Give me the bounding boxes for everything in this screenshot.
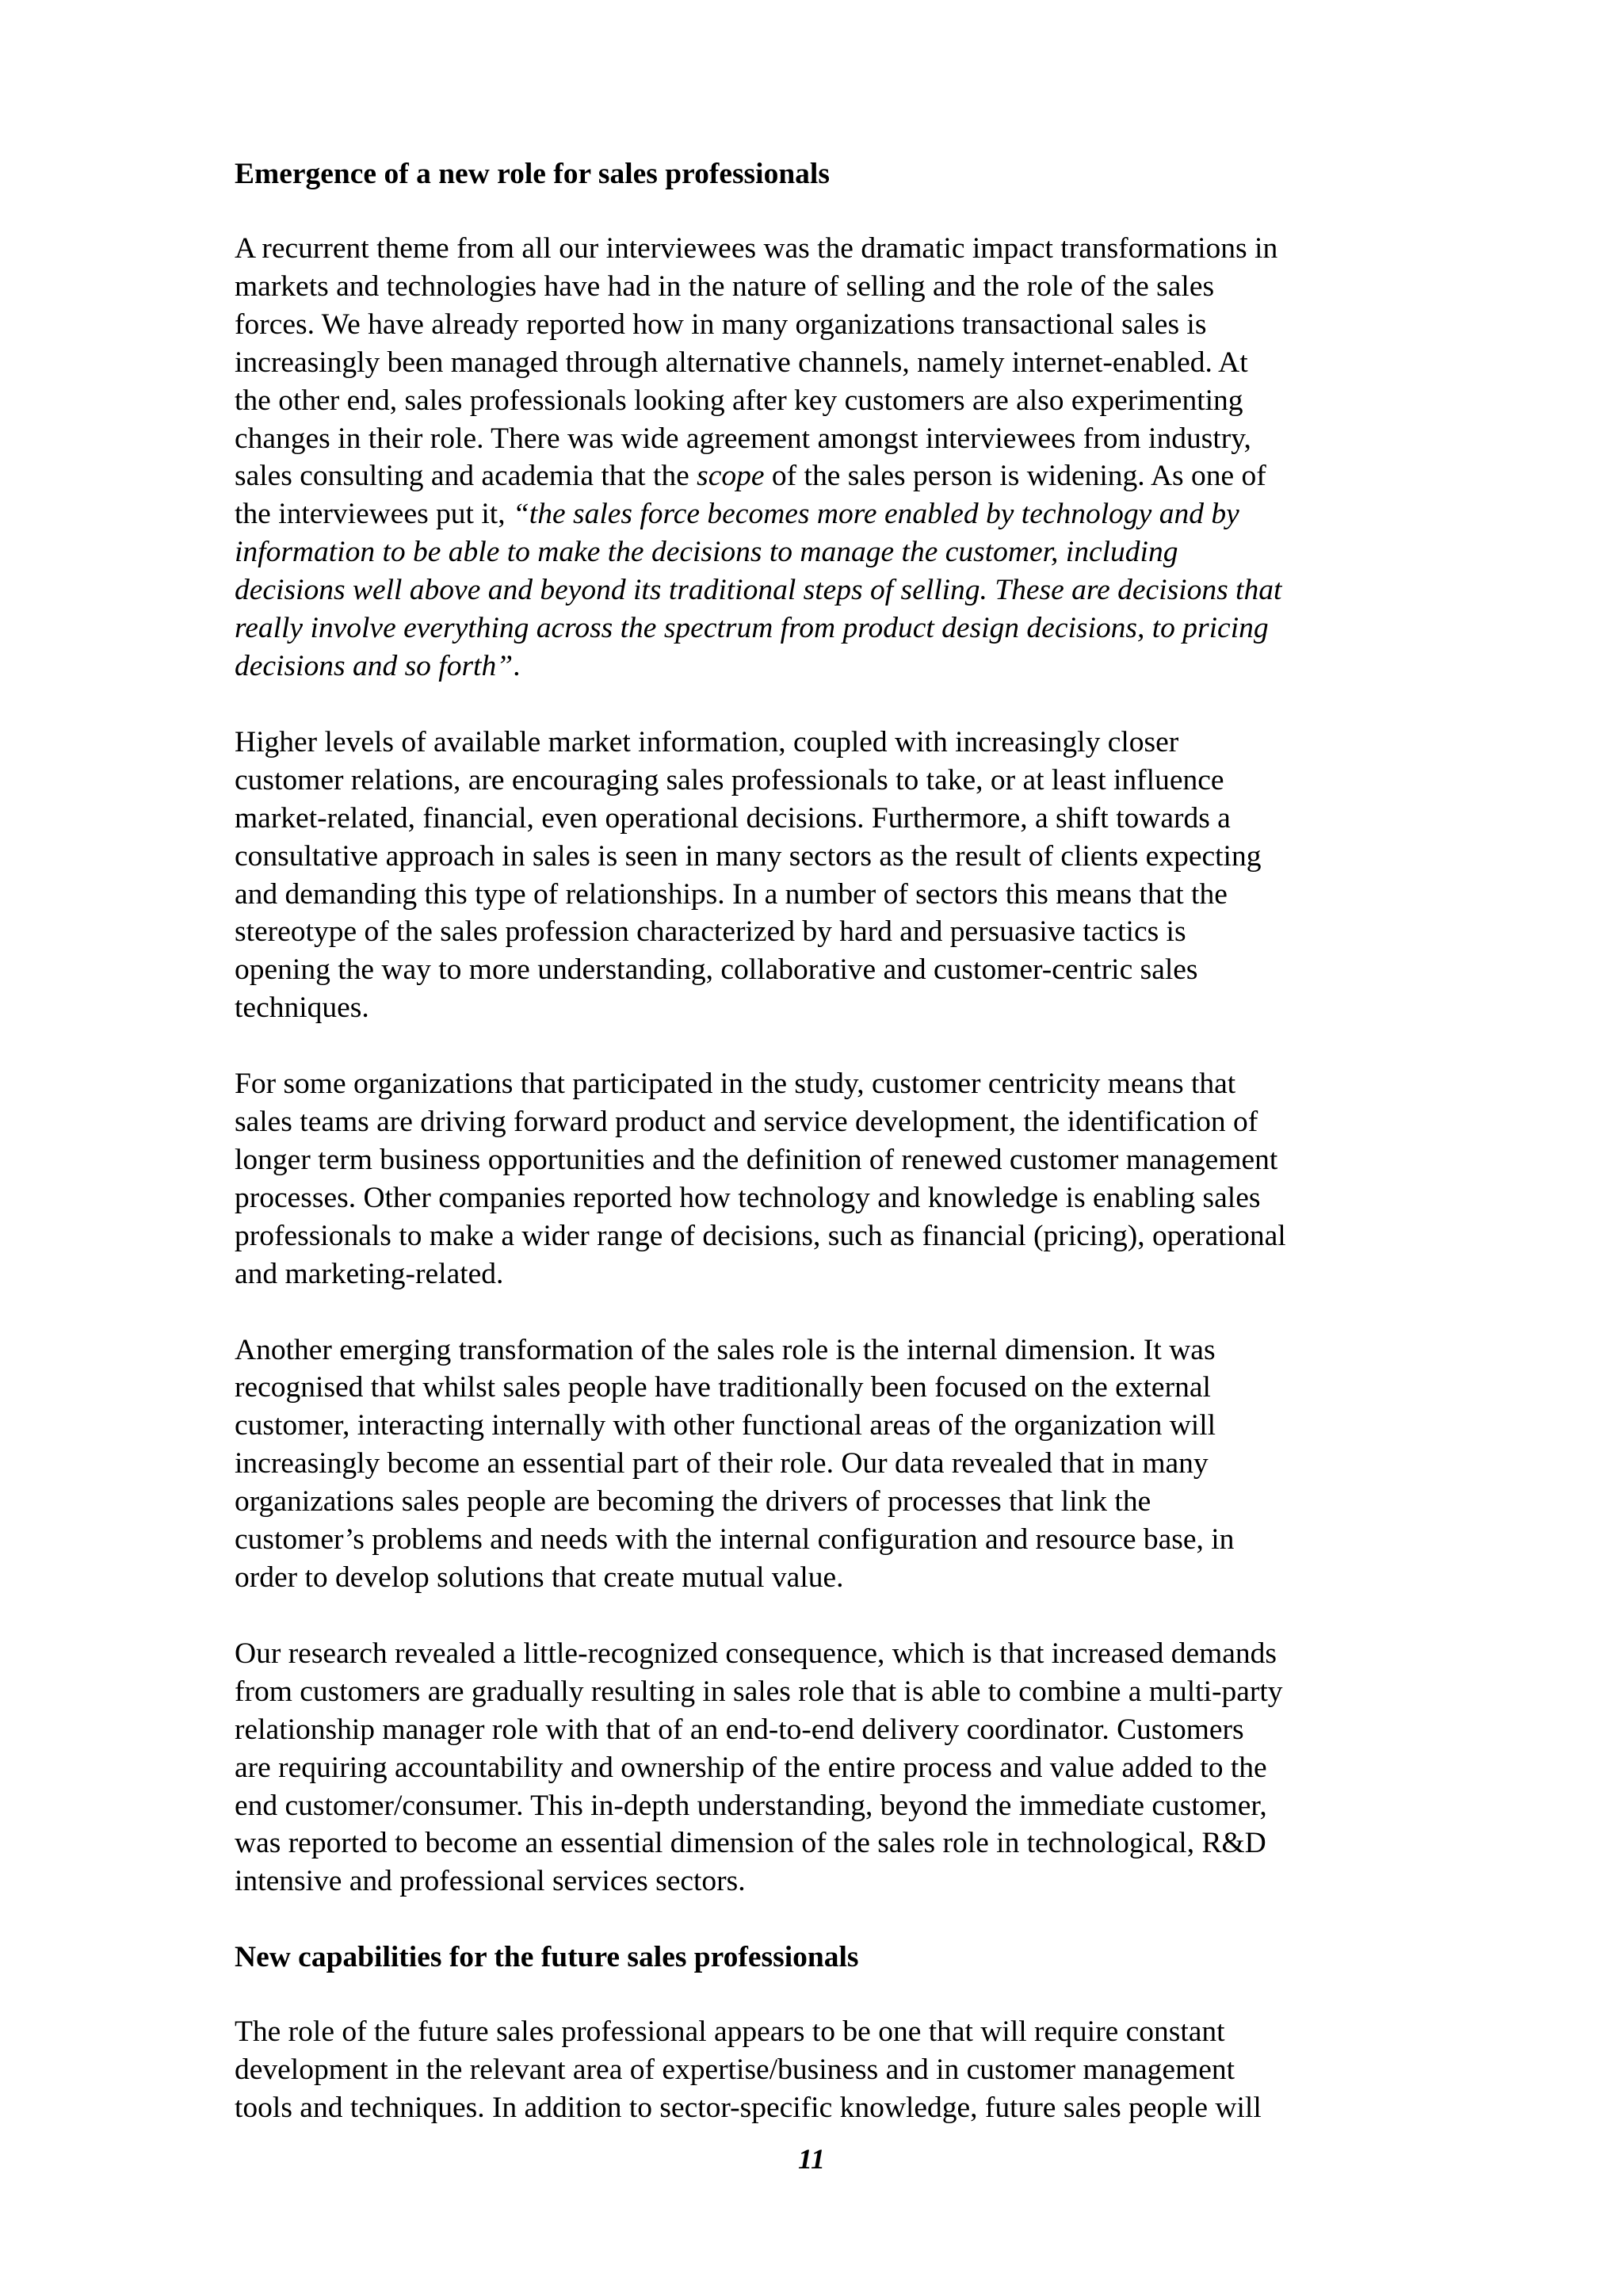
text-line: customer’s problems and needs with the internal configuration and resource base, in (235, 1523, 1235, 1557)
paragraph-2 (235, 724, 1415, 1027)
text-line: relationship manager role with that of an end-to-end delivery coordinator. Customers (235, 1713, 1244, 1746)
page-content (235, 155, 1415, 2165)
text-line: from customers are gradually resulting in sales role that is able to combine a multi-party (235, 1675, 1283, 1708)
text-line: stereotype of the sales profession characterized by hard and persuasive tactics is (235, 915, 1186, 949)
text-line (235, 457, 1415, 495)
quote-line: decisions well above and beyond its traditional steps of selling. These are decisions that (235, 574, 1282, 607)
paragraph-6 (235, 2013, 1415, 2127)
paragraph-1 (235, 230, 1415, 686)
text-line: A recurrent theme from all our interviewees was the dramatic impact transformations in (235, 232, 1278, 265)
text-line: increasingly been managed through alternative channels, namely internet-enabled. At (235, 346, 1248, 379)
text-line: and demanding this type of relationships. In a number of sectors this means that the (235, 877, 1228, 911)
quote-line: really involve everything across the spectrum from product design decisions, to pricing (235, 612, 1269, 645)
quote-text: decisions and so forth” (235, 649, 514, 682)
text-line: customer, interacting internally with other functional areas of the organization will (235, 1409, 1216, 1442)
text-line: the other end, sales professionals looking after key customers are also experimenting (235, 384, 1243, 417)
paragraph-4 (235, 1331, 1415, 1597)
text-line: are requiring accountability and ownership of the entire process and value added to the (235, 1751, 1267, 1784)
section-heading-new-capabilities: New capabilities for the future sales professionals (235, 1941, 859, 1974)
text-line: organizations sales people are becoming the drivers of processes that link the (235, 1485, 1151, 1519)
text-line: opening the way to more understanding, collaborative and customer-centric sales (235, 953, 1198, 987)
text-line: tools and techniques. In addition to sector-specific knowledge, future sales people will (235, 2092, 1262, 2125)
page-number: 11 (797, 2143, 825, 2175)
quote-line: information to be able to make the decisions to manage the customer, including (235, 536, 1178, 569)
text-line: market-related, financial, even operational decisions. Furthermore, a shift towards a (235, 801, 1231, 835)
text-line: The role of the future sales professional appears to be one that will require constant (235, 2015, 1225, 2049)
paragraph-5 (235, 1635, 1415, 1901)
text-line: intensive and professional services sectors. (235, 1865, 746, 1898)
text-line: was reported to become an essential dimension of the sales role in technological, R&D (235, 1827, 1266, 1860)
emphasis-scope: scope (697, 460, 765, 493)
text-line (235, 648, 1415, 686)
text-run: sales consulting and academia that the (235, 460, 697, 493)
text-line (235, 495, 1415, 533)
text-line: customer relations, are encouraging sales professionals to take, or at least influence (235, 763, 1224, 797)
text-line: forces. We have already reported how in many organizations transactional sales is (235, 308, 1207, 341)
text-line: recognised that whilst sales people have traditionally been focused on the external (235, 1371, 1211, 1404)
paragraph-3 (235, 1065, 1415, 1293)
text-line: end customer/consumer. This in-depth understanding, beyond the immediate customer, (235, 1789, 1267, 1822)
text-line: For some organizations that participated in the study, customer centricity means that (235, 1068, 1236, 1101)
text-run: the interviewees put it, (235, 498, 513, 531)
text-line: sales teams are driving forward product and service development, the identification of (235, 1106, 1258, 1139)
text-line: Our research revealed a little-recognized consequence, which is that increased demands (235, 1637, 1277, 1670)
text-line: processes. Other companies reported how technology and knowledge is enabling sales (235, 1181, 1261, 1214)
text-line: Another emerging transformation of the sales role is the internal dimension. It was (235, 1333, 1216, 1366)
text-line: and marketing-related. (235, 1257, 504, 1290)
text-line: increasingly become an essential part of their role. Our data revealed that in many (235, 1447, 1209, 1480)
quote-text: “the sales force becomes more enabled by technology and by (512, 498, 1239, 531)
text-run: . (513, 649, 521, 682)
text-line: markets and technologies have had in the nature of selling and the role of the sales (235, 269, 1215, 303)
text-line: techniques. (235, 991, 369, 1025)
text-line: professionals to make a wider range of decisions, such as financial (pricing), operational (235, 1219, 1286, 1252)
text-line: changes in their role. There was wide agreement amongst interviewees from industry, (235, 422, 1251, 455)
text-line: consultative approach in sales is seen in many sectors as the result of clients expecting (235, 839, 1262, 873)
text-run: of the sales person is widening. As one of (764, 460, 1266, 493)
text-line: development in the relevant area of expertise/business and in customer management (235, 2053, 1235, 2087)
text-line: Higher levels of available market information, coupled with increasingly closer (235, 725, 1179, 758)
text-line: longer term business opportunities and the definition of renewed customer management (235, 1143, 1278, 1176)
section-heading-new-role: Emergence of a new role for sales professionals (235, 158, 830, 190)
text-line: order to develop solutions that create mutual value. (235, 1561, 844, 1594)
